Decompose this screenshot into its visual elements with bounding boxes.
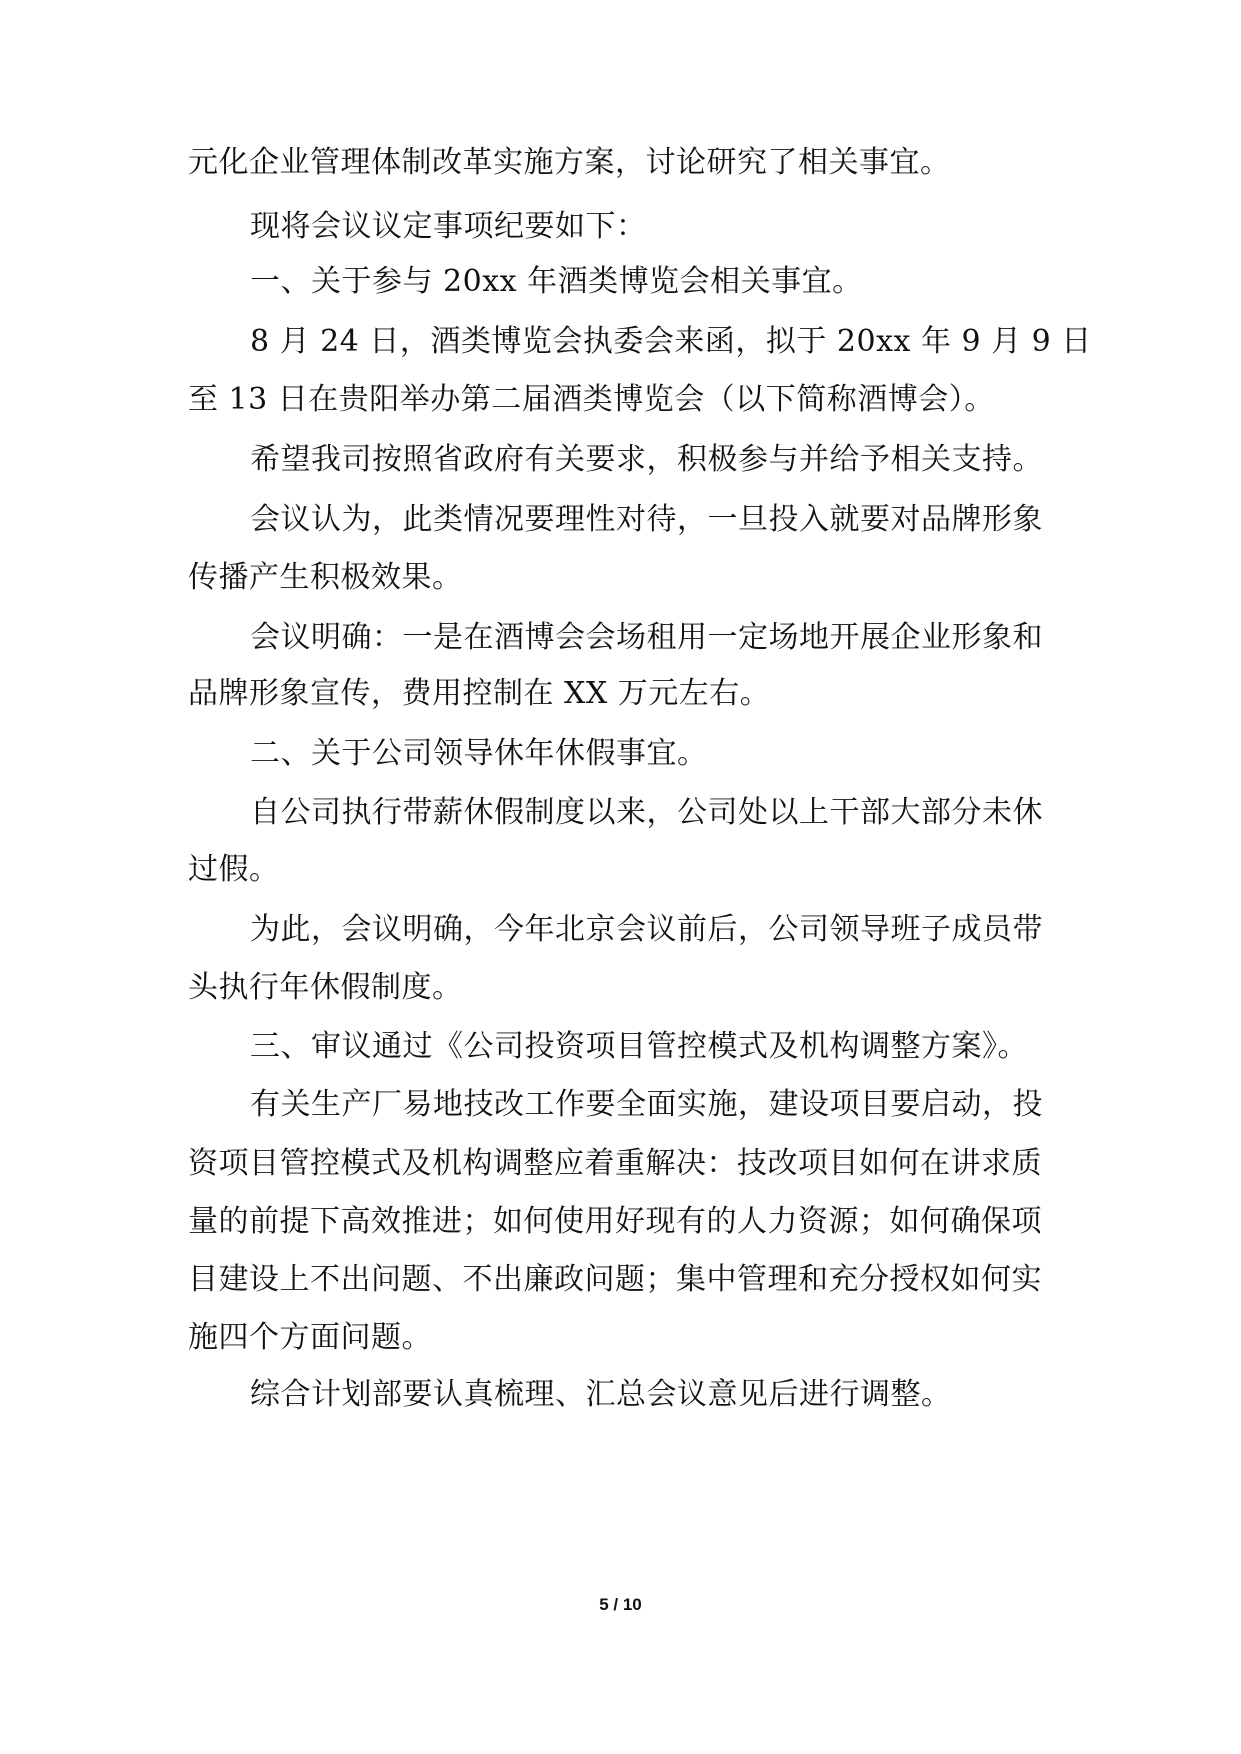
paragraph-line: 品牌形象宣传，费用控制在 XX 万元左右。 xyxy=(188,676,771,711)
paragraph-line: 至 13 日在贵阳举办第二届酒类博览会（以下简称酒博会）。 xyxy=(188,382,995,417)
paragraph-line: 为此，会议明确，今年北京会议前后，公司领导班子成员带 xyxy=(250,912,1043,947)
page-number: 5 / 10 xyxy=(599,1595,642,1614)
paragraph-line: 施四个方面问题。 xyxy=(188,1320,432,1355)
paragraph-line: 元化企业管理体制改革实施方案，讨论研究了相关事宜。 xyxy=(188,145,951,180)
paragraph-line: 量的前提下高效推进；如何使用好现有的人力资源；如何确保项 xyxy=(188,1204,1042,1239)
paragraph-line: 现将会议议定事项纪要如下： xyxy=(250,209,647,244)
paragraph-line: 过假。 xyxy=(188,852,280,887)
paragraph-line: 自公司执行带薪休假制度以来，公司处以上干部大部分未休 xyxy=(250,795,1043,830)
paragraph-line: 有关生产厂易地技改工作要全面实施，建设项目要启动，投 xyxy=(250,1087,1043,1122)
paragraph-line: 会议认为，此类情况要理性对待，一旦投入就要对品牌形象 xyxy=(250,502,1043,537)
paragraph-line: 综合计划部要认真梳理、汇总会议意见后进行调整。 xyxy=(250,1377,952,1412)
paragraph-line: 资项目管控模式及机构调整应着重解决：技改项目如何在讲求质 xyxy=(188,1146,1042,1181)
paragraph-line: 希望我司按照省政府有关要求，积极参与并给予相关支持。 xyxy=(250,442,1043,477)
paragraph-line: 传播产生积极效果。 xyxy=(188,560,463,595)
section-heading-3: 三、审议通过《公司投资项目管控模式及机构调整方案》。 xyxy=(250,1029,1028,1064)
paragraph-line: 会议明确：一是在酒博会会场租用一定场地开展企业形象和 xyxy=(250,620,1043,655)
section-heading-2: 二、关于公司领导休年休假事宜。 xyxy=(250,736,708,771)
section-heading-1: 一、关于参与 20xx 年酒类博览会相关事宜。 xyxy=(250,264,863,299)
paragraph-line: 目建设上不出问题、不出廉政问题；集中管理和充分授权如何实 xyxy=(188,1262,1042,1297)
paragraph-line: 8 月 24 日，酒类博览会执委会来函，拟于 20xx 年 9 月 9 日 xyxy=(250,324,1092,359)
paragraph-line: 头执行年休假制度。 xyxy=(188,970,463,1005)
